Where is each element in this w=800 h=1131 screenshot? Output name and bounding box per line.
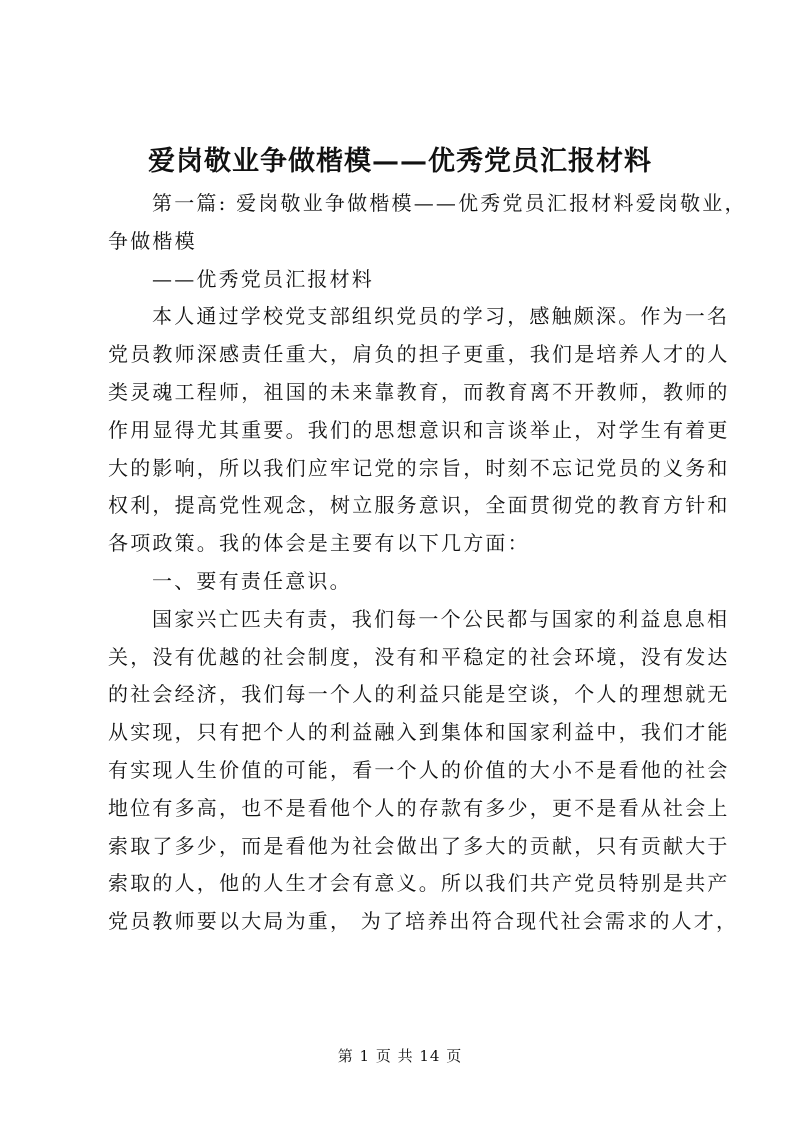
body-line: 关，没有优越的社会制度，没有和平稳定的社会环境，没有发达 (108, 644, 730, 669)
body-line: 作用显得尤其重要。我们的思想意识和言谈举止，对学生有着更 (108, 417, 730, 442)
document-body (108, 185, 747, 941)
body-line: 本人通过学校党支部组织党员的学习，感触颇深。作为一名 (152, 304, 730, 329)
body-line: ——优秀党员汇报材料 (152, 266, 374, 291)
body-line: 的社会经济，我们每一个人的利益只能是空谈，个人的理想就无 (108, 682, 730, 707)
body-line: 国家兴亡匹夫有责，我们每一个公民都与国家的利益息息相 (152, 606, 730, 631)
body-line: 党员教师要以大局为重， 为了培养出符合现代社会需求的人才， (108, 909, 739, 934)
body-line: 从实现，只有把个人的利益融入到集体和国家利益中，我们才能 (108, 720, 730, 745)
body-line: 各项政策。我的体会是主要有以下几方面： (108, 531, 530, 556)
body-line: 党员教师深感责任重大，肩负的担子更重，我们是培养人才的人 (108, 342, 730, 367)
page-footer: 第 1 页 共 14 页 (337, 1047, 463, 1065)
document-title: 爱岗敬业争做楷模——优秀党员汇报材料 (148, 146, 652, 177)
body-line: 第一篇: 爱岗敬业争做楷模——优秀党员汇报材料爱岗敬业， (152, 191, 747, 215)
body-line: 类灵魂工程师，祖国的未来靠教育，而教育离不开教师，教师的 (108, 379, 730, 404)
body-line: 索取了多少，而是看他为社会做出了多大的贡献，只有贡献大于 (108, 833, 730, 858)
body-line: 地位有多高，也不是看他个人的存款有多少，更不是看从社会上 (108, 795, 730, 820)
body-line: 争做楷模 (108, 228, 197, 253)
section-heading: 一、要有责任意识。 (152, 568, 352, 593)
body-line: 权利，提高党性观念，树立服务意识，全面贯彻党的教育方针和 (108, 493, 730, 518)
body-line: 有实现人生价值的可能，看一个人的价值的大小不是看他的社会 (108, 757, 730, 782)
body-line: 索取的人，他的人生才会有意义。所以我们共产党员特别是共产 (108, 871, 730, 896)
body-line: 大的影响，所以我们应牢记党的宗旨，时刻不忘记党员的义务和 (108, 455, 730, 480)
